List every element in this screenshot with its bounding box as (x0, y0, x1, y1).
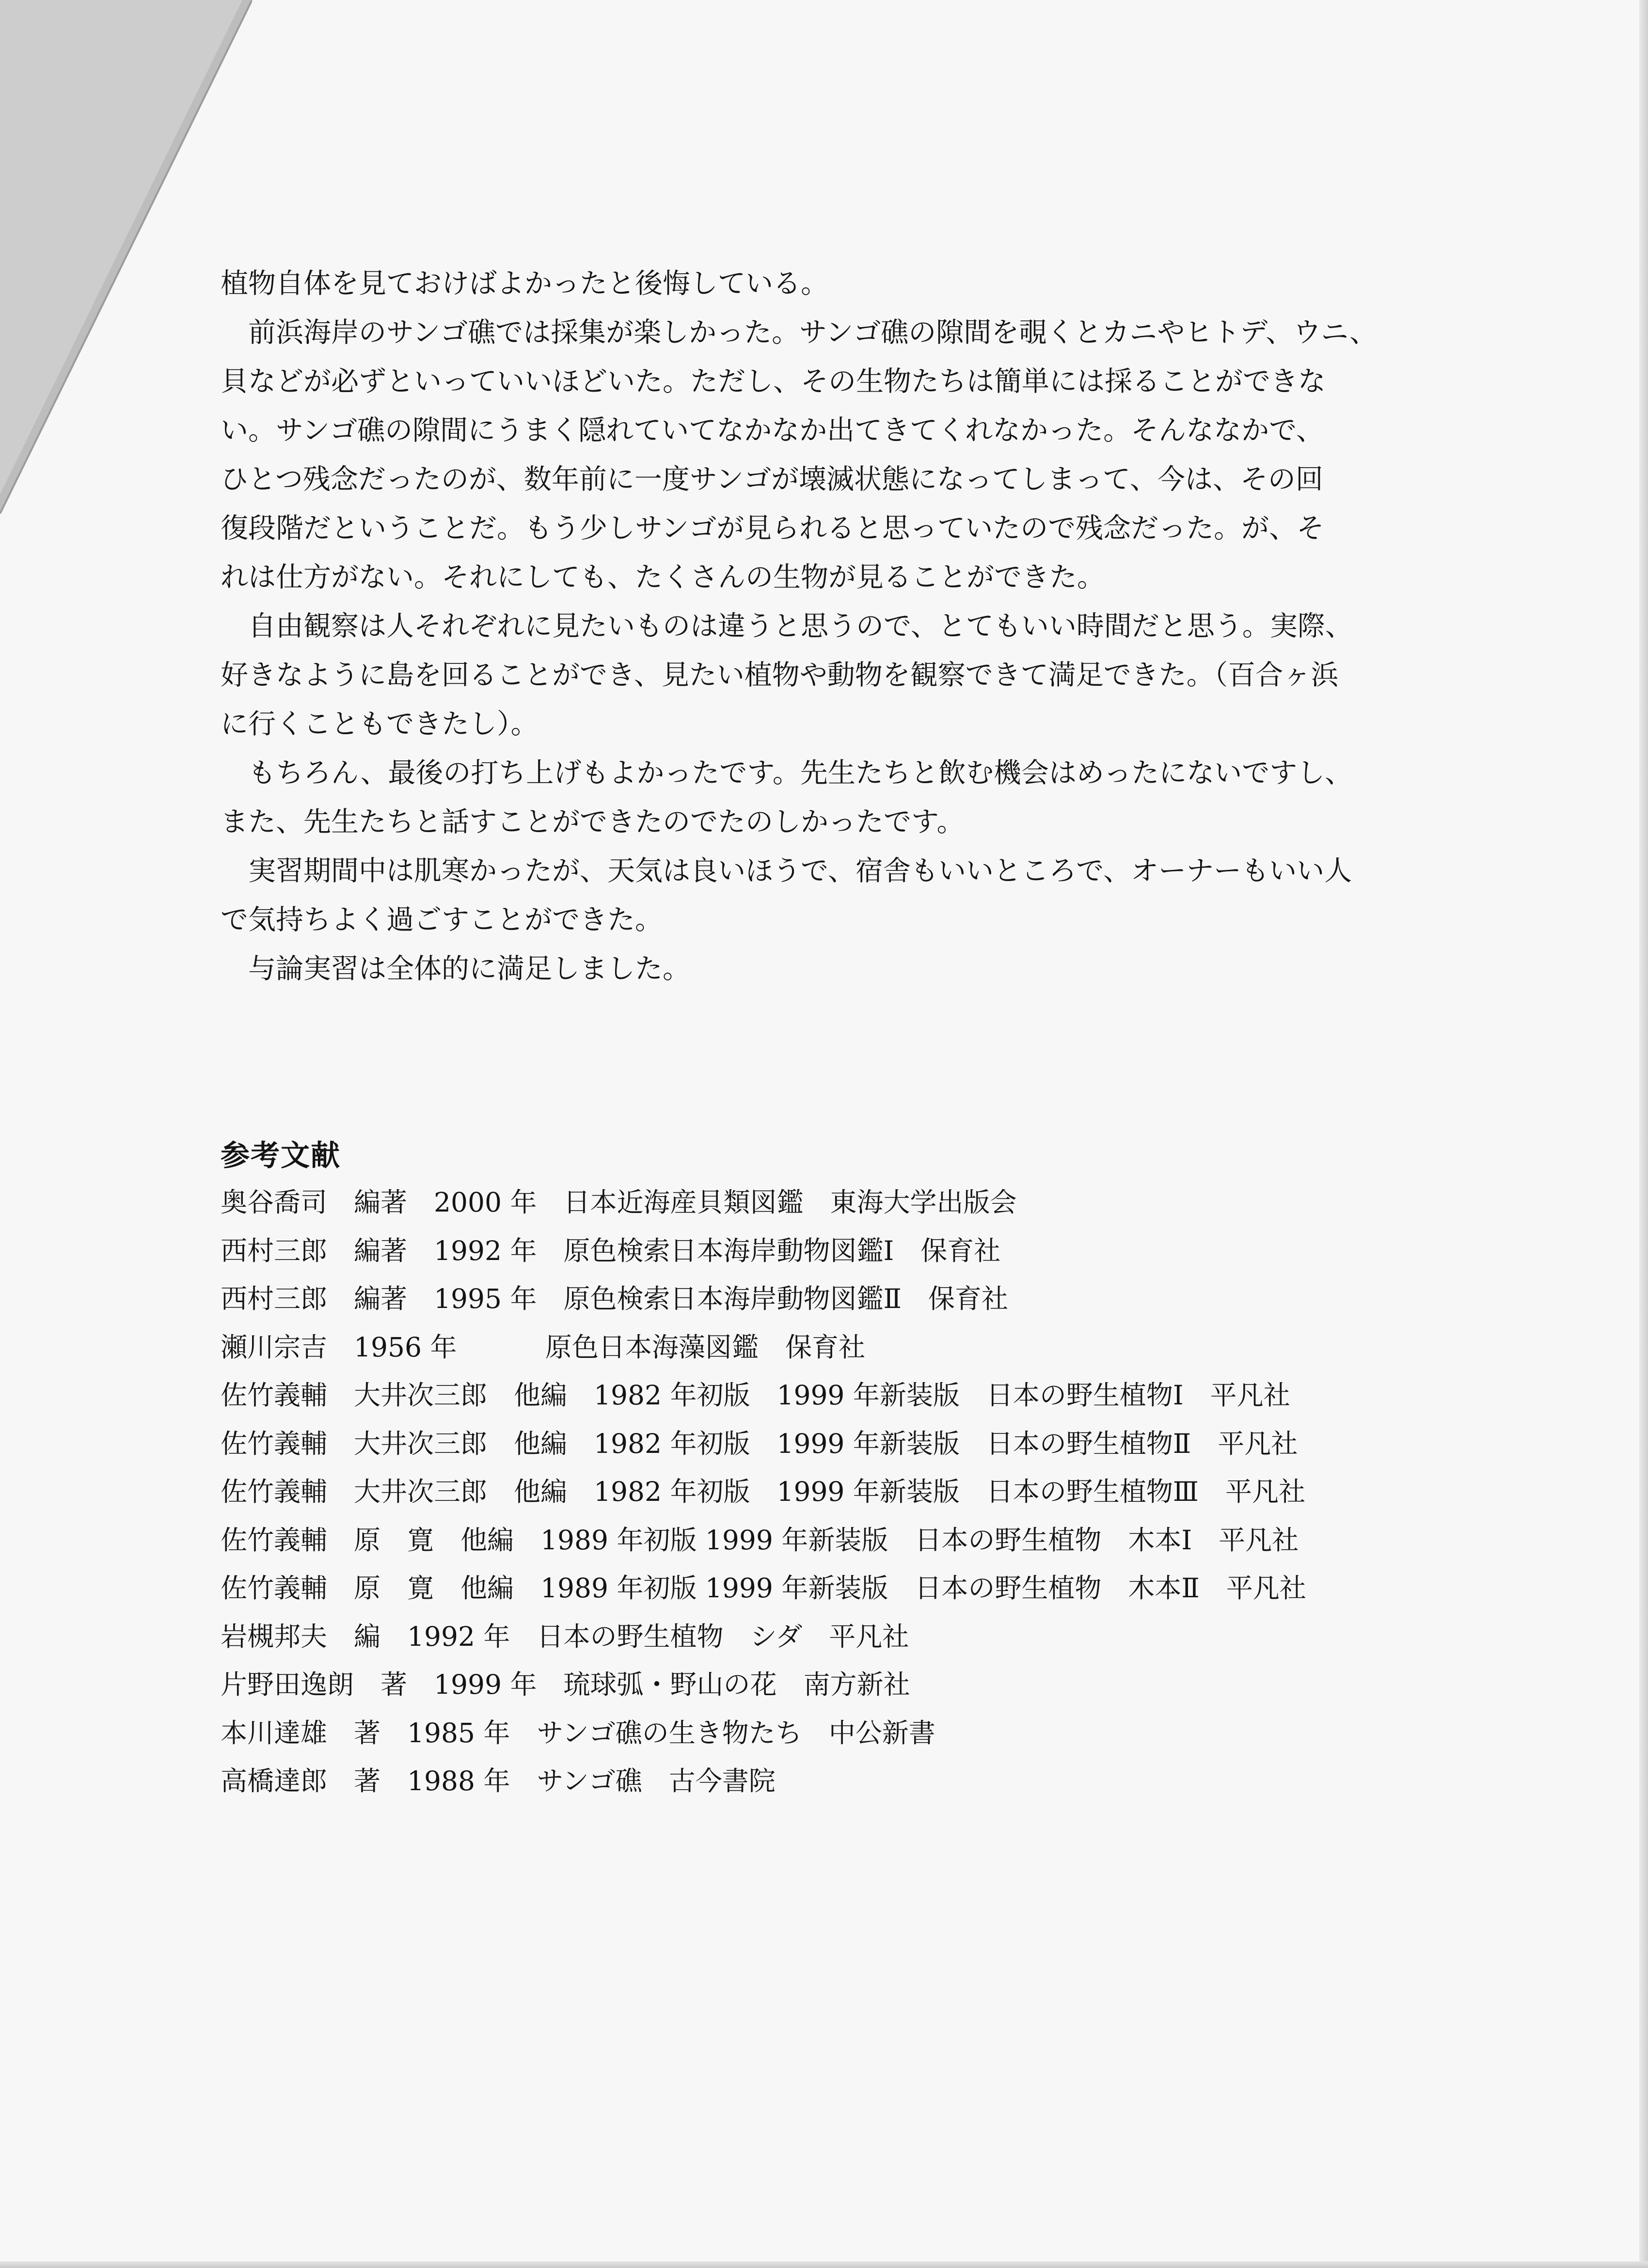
reference-item: 瀬川宗吉 1956 年 原色日本海藻図鑑 保育社 (221, 1331, 865, 1363)
paragraph: 植物自体を見ておけばよかったと後悔している。 (221, 268, 828, 299)
references-heading: 参考文献 (221, 1139, 341, 1173)
reference-item: 岩槻邦夫 編 1992 年 日本の野生植物 シダ 平凡社 (221, 1621, 909, 1652)
folded-corner (0, 0, 252, 514)
paragraph: 与論実習は全体的に満足しました。 (221, 953, 690, 985)
reference-item: 本川達雄 著 1985 年 サンゴ礁の生き物たち 中公新書 (221, 1717, 935, 1748)
references-list (221, 1179, 1408, 1806)
reference-item: 西村三郎 編著 1992 年 原色検索日本海岸動物図鑑Ⅰ 保育社 (221, 1235, 1001, 1266)
paragraph: 実習期間中は肌寒かったが、天気は良いほうで、宿舎もいいところで、オーナーもいい人 で気持ちよく過ごすことができた。 (221, 855, 1352, 936)
scan-edge-bottom (0, 2261, 1648, 2268)
reference-item: 佐竹義輔 大井次三郎 他編 1982 年初版 1999 年新装版 日本の野生植物Ⅲ 平凡社 (221, 1476, 1305, 1507)
reference-item: 高橋達郎 著 1988 年 サンゴ礁 古今書院 (221, 1765, 776, 1796)
report-body (221, 259, 1394, 993)
paragraph: 自由観察は人それぞれに見たいものは違うと思うので、とてもいい時間だと思う。実際、 好きなように島を回ることができ、見たい植物や動物を観察できて満足できた。（百合ヶ浜 に行くこともできたし）。 (221, 610, 1353, 740)
reference-item: 佐竹義輔 大井次三郎 他編 1982 年初版 1999 年新装版 日本の野生植物Ⅱ 平凡社 (221, 1428, 1298, 1459)
paragraph: もちろん、最後の打ち上げもよかったです。先生たちと飲む機会はめったにないですし、 また、先生たちと話すことができたのでたのしかったです。 (221, 757, 1353, 838)
scan-edge-right (1639, 0, 1648, 2268)
folded-corner-shape (0, 0, 252, 514)
reference-item: 佐竹義輔 大井次三郎 他編 1982 年初版 1999 年新装版 日本の野生植物Ⅰ 平凡社 (221, 1380, 1290, 1411)
reference-item: 片野田逸朗 著 1999 年 琉球弧・野山の花 南方新社 (221, 1669, 910, 1700)
reference-item: 西村三郎 編著 1995 年 原色検索日本海岸動物図鑑Ⅱ 保育社 (221, 1283, 1008, 1314)
reference-item: 佐竹義輔 原 寛 他編 1989 年初版 1999 年新装版 日本の野生植物 木本Ⅱ 平凡社 (221, 1573, 1306, 1604)
reference-item: 佐竹義輔 原 寛 他編 1989 年初版 1999 年新装版 日本の野生植物 木本Ⅰ 平凡社 (221, 1524, 1299, 1556)
reference-item: 奥谷喬司 編著 2000 年 日本近海産貝類図鑑 東海大学出版会 (221, 1187, 1017, 1218)
paragraph: 前浜海岸のサンゴ礁では採集が楽しかった。サンゴ礁の隙間を覗くとカニやヒトデ、ウニ、 貝などが必ずといっていいほどいた。ただし、その生物たちは簡単には採ることができな い。サンゴ礁の隙間にうまく隠れていてなかなか出てきてくれなかった。そんななかで、 ひとつ残念だったのが、数年前に一度サンゴが壊滅状態になってしまって、今は、その回 復段階だということだ。もう少しサンゴが見られると思っていたので残念だった。が、そ れは仕方がない。それにしても、たくさんの生物が見ることができた。 (221, 316, 1378, 593)
